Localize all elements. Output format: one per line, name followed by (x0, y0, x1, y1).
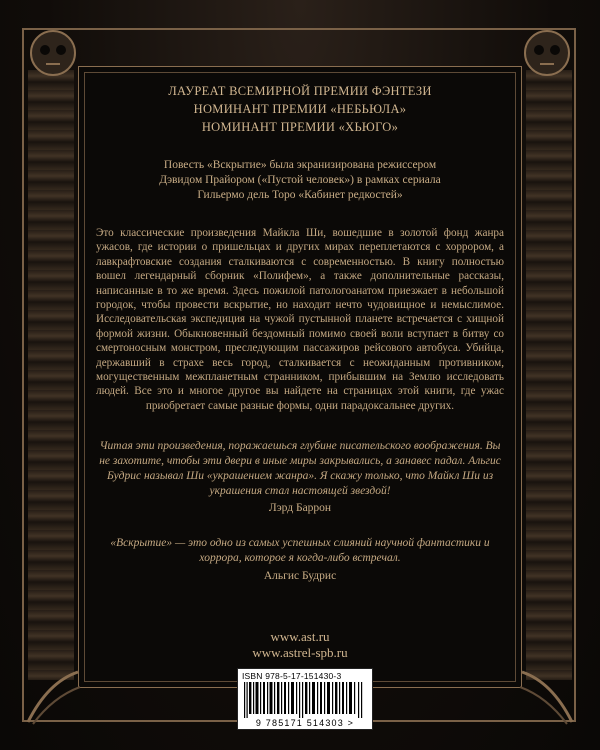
award-line: НОМИНАНТ ПРЕМИИ «НЕБЬЮЛА» (193, 102, 407, 116)
skull-ornament-icon (18, 18, 88, 88)
website-link[interactable]: www.ast.ru (270, 629, 330, 644)
quote-text: «Вскрытие» — это одно из самых успешных слияний научной фантастики и хоррора, которое я когда-либо встречал. (110, 537, 490, 565)
quote-text: Читая эти произведения, поражаешься глубине писательского воображения. Вы не захотите, чтобы эти двери в иные миры закрывались, а занавес падал. Альгис Будрис называл Ши «украшением жанра». Я скажу только, что Майкл Ши из украшения стал настоящей звездой! (99, 440, 501, 497)
isbn-text: ISBN 978-5-17-151430-3 (242, 671, 342, 681)
adaptation-note (96, 158, 504, 203)
adaptation-line: Гильермо дель Торо «Кабинет редкостей» (197, 189, 403, 201)
adaptation-line: Повесть «Вскрытие» была экранизирована режиссером (163, 159, 437, 171)
awards-block (96, 82, 504, 136)
book-description: Это классические произведения Майкла Ши, вошедшие в золотой фонд жанра ужасов, где истории о пришельцах и других мирах переплетаются с хоррором, а лавкрафтовские создания сталкиваются с современностью. В книгу полностью вошел легендарный сборник «Полифем», а также дополнительные рассказы, написанные в то же время. Здесь пожилой патологоанатом приезжает в небольшой городок, чтобы провести вскрытие, но находит нечто чудовищное и немыслимое. Исследовательская экспедиция на чужой пустынной планете встречается с хищной формой жизни. Обыкновенный бездомный помимо своей воли вступает в битву со смертоносным монстром, преследующим пассажиров рейсового автобуса. Убийца, державший в страхе весь город, сталкивается с неожиданным противником, могущественным межпланетным странником, прибывшим на Землю исследовать людей. Все это и многое другое вы найдете на страницах этой книги, где ужас приобретает самые разные формы, одни парадоксальнее других. (96, 227, 504, 412)
award-line: НОМИНАНТ ПРЕМИИ «ХЬЮГО» (201, 120, 399, 134)
barcode-bars (242, 682, 368, 718)
review-quote (96, 439, 504, 516)
claw-ornament-icon (18, 662, 88, 732)
claw-ornament-icon (512, 662, 582, 732)
quote-author: Альгис Будрис (263, 569, 337, 582)
website-link[interactable]: www.astrel-spb.ru (252, 645, 348, 660)
skull-ornament-icon (512, 18, 582, 88)
quote-author: Лэрд Баррон (268, 502, 332, 515)
barcode-label (237, 668, 373, 730)
review-quote (96, 536, 504, 583)
adaptation-line: Дэвидом Прайором («Пустой человек») в рамках сериала (159, 174, 441, 186)
cover-text (96, 82, 504, 584)
award-line: ЛАУРЕАТ ВСЕМИРНОЙ ПРЕМИИ ФЭНТЕЗИ (168, 84, 432, 98)
ean-digits: 9 785171 514303 > (255, 718, 355, 728)
publisher-websites (96, 629, 504, 661)
